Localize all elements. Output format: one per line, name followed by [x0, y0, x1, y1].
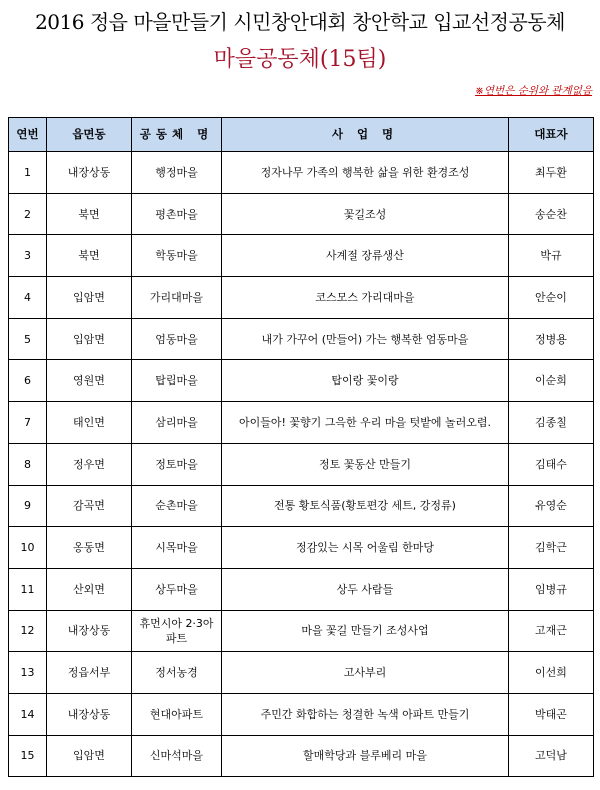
cell-community: 탑립마을 — [132, 360, 222, 402]
cell-district: 내장상동 — [47, 610, 132, 652]
cell-representative: 박태곤 — [509, 693, 594, 735]
cell-number: 9 — [9, 485, 47, 527]
cell-project: 전통 황토식품(황토편강 세트, 강정류) — [222, 485, 509, 527]
cell-number: 8 — [9, 443, 47, 485]
cell-number: 11 — [9, 568, 47, 610]
table-row — [9, 485, 594, 527]
cell-community: 정토마을 — [132, 443, 222, 485]
cell-representative: 김종칠 — [509, 402, 594, 444]
table-row — [9, 610, 594, 652]
table-row — [9, 402, 594, 444]
cell-district: 내장상동 — [47, 693, 132, 735]
cell-representative: 고덕남 — [509, 735, 594, 777]
cell-number: 1 — [9, 152, 47, 194]
cell-project: 정자나무 가족의 행복한 삶을 위한 환경조성 — [222, 152, 509, 194]
cell-district: 감곡면 — [47, 485, 132, 527]
cell-community: 순촌마을 — [132, 485, 222, 527]
cell-representative: 이순희 — [509, 360, 594, 402]
cell-project: 사계절 장류생산 — [222, 235, 509, 277]
cell-project: 정토 꽃동산 만들기 — [222, 443, 509, 485]
cell-number: 2 — [9, 193, 47, 235]
table-row — [9, 443, 594, 485]
cell-project: 마을 꽃길 만들기 조성사업 — [222, 610, 509, 652]
table-row — [9, 527, 594, 569]
cell-district: 입암면 — [47, 277, 132, 319]
cell-number: 5 — [9, 318, 47, 360]
header-district: 읍면동 — [47, 118, 132, 152]
header-representative: 대표자 — [509, 118, 594, 152]
cell-project: 코스모스 가리대마을 — [222, 277, 509, 319]
cell-district: 북면 — [47, 193, 132, 235]
cell-number: 7 — [9, 402, 47, 444]
cell-community: 시목마을 — [132, 527, 222, 569]
cell-representative: 김학근 — [509, 527, 594, 569]
cell-community: 행정마을 — [132, 152, 222, 194]
table-row — [9, 652, 594, 694]
cell-district: 정읍서부 — [47, 652, 132, 694]
cell-number: 6 — [9, 360, 47, 402]
cell-project: 주민간 화합하는 청결한 녹색 아파트 만들기 — [222, 693, 509, 735]
cell-number: 4 — [9, 277, 47, 319]
header-community-name: 공동체 명 — [132, 118, 222, 152]
cell-representative: 김태수 — [509, 443, 594, 485]
table-header-row — [9, 118, 594, 152]
cell-number: 13 — [9, 652, 47, 694]
cell-representative: 정병용 — [509, 318, 594, 360]
cell-community: 평촌마을 — [132, 193, 222, 235]
table-row — [9, 152, 594, 194]
table-row — [9, 360, 594, 402]
cell-number: 10 — [9, 527, 47, 569]
cell-project: 꽃길조성 — [222, 193, 509, 235]
header-number: 연번 — [9, 118, 47, 152]
cell-district: 북면 — [47, 235, 132, 277]
cell-number: 15 — [9, 735, 47, 777]
table-row — [9, 693, 594, 735]
cell-community: 휴먼시아 2·3아파트 — [132, 610, 222, 652]
cell-number: 14 — [9, 693, 47, 735]
cell-district: 산외면 — [47, 568, 132, 610]
cell-community: 엄동마을 — [132, 318, 222, 360]
cell-community: 현대아파트 — [132, 693, 222, 735]
cell-community: 상두마을 — [132, 568, 222, 610]
cell-representative: 송순찬 — [509, 193, 594, 235]
cell-district: 입암면 — [47, 318, 132, 360]
cell-district: 입암면 — [47, 735, 132, 777]
cell-community: 학동마을 — [132, 235, 222, 277]
ordering-note: ※연번은 순위와 관계없음 — [475, 85, 592, 97]
cell-number: 12 — [9, 610, 47, 652]
selection-table — [8, 117, 594, 777]
document-subtitle: 마을공동체(15팀) — [213, 47, 387, 72]
cell-community: 가리대마을 — [132, 277, 222, 319]
table-row — [9, 277, 594, 319]
cell-district: 정우면 — [47, 443, 132, 485]
table-body — [9, 152, 594, 777]
cell-project: 고사부리 — [222, 652, 509, 694]
cell-project: 아이들아! 꽃향기 그윽한 우리 마을 텃밭에 놀러오렴. — [222, 402, 509, 444]
cell-project: 내가 가꾸어 (만들어) 가는 행복한 엄동마을 — [222, 318, 509, 360]
cell-representative: 이선희 — [509, 652, 594, 694]
cell-district: 태인면 — [47, 402, 132, 444]
cell-representative: 고재근 — [509, 610, 594, 652]
cell-district: 내장상동 — [47, 152, 132, 194]
cell-community: 신마석마을 — [132, 735, 222, 777]
table-row — [9, 735, 594, 777]
cell-district: 영원면 — [47, 360, 132, 402]
table-row — [9, 193, 594, 235]
cell-community: 삼리마을 — [132, 402, 222, 444]
cell-project: 상두 사람들 — [222, 568, 509, 610]
cell-representative: 최두환 — [509, 152, 594, 194]
cell-number: 3 — [9, 235, 47, 277]
cell-project: 탑이랑 꽃이랑 — [222, 360, 509, 402]
cell-representative: 임병규 — [509, 568, 594, 610]
cell-representative: 유영순 — [509, 485, 594, 527]
cell-community: 정서농경 — [132, 652, 222, 694]
cell-representative: 박규 — [509, 235, 594, 277]
cell-project: 할매학당과 블루베리 마을 — [222, 735, 509, 777]
cell-district: 옹동면 — [47, 527, 132, 569]
table-row — [9, 318, 594, 360]
cell-representative: 안순이 — [509, 277, 594, 319]
document-title: 2016 정읍 마을만들기 시민창안대회 창안학교 입교선정공동체 — [35, 10, 565, 34]
cell-project: 정감있는 시목 어울림 한마당 — [222, 527, 509, 569]
header-project-name: 사 업 명 — [222, 118, 509, 152]
table-row — [9, 235, 594, 277]
table-row — [9, 568, 594, 610]
